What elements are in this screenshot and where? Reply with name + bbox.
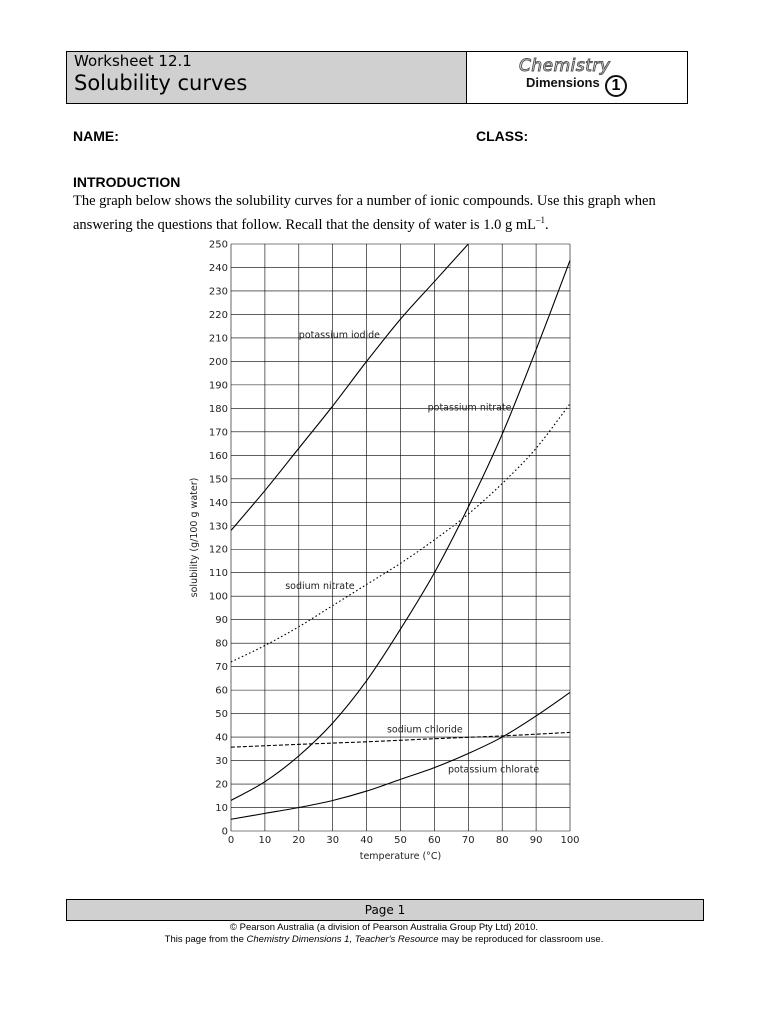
reproduction-line — [0, 934, 768, 945]
logo-line2: Dimensions — [526, 75, 600, 90]
x-tick-label: 0 — [227, 835, 235, 846]
x-tick-label: 50 — [394, 835, 407, 846]
chart-curve-labels — [285, 330, 539, 775]
chemistry-dimensions-logo — [519, 56, 637, 100]
copyright-line: © Pearson Australia (a division of Pearson Australia Group Pty Ltd) 2010. — [230, 922, 538, 933]
x-tick-label: 10 — [258, 835, 272, 846]
series-label-potassium-nitrate: potassium nitrate — [427, 402, 512, 414]
y-tick-label: 240 — [208, 262, 228, 274]
page-number: Page 1 — [364, 903, 406, 917]
y-tick-label: 200 — [208, 356, 228, 368]
repro-text-title: Chemistry Dimensions 1, Teacher's Resource — [246, 934, 439, 945]
worksheet-header — [66, 51, 688, 104]
solubility-chart — [180, 232, 590, 872]
repro-text-post: may be reproduced for classroom use. — [438, 934, 604, 945]
y-tick-label: 40 — [215, 732, 228, 744]
y-tick-label: 70 — [215, 662, 228, 674]
y-tick-label: 60 — [215, 685, 228, 697]
worksheet-title: Solubility curves — [74, 71, 248, 95]
x-tick-label: 70 — [461, 835, 475, 846]
series-label-potassium-chlorate: potassium chlorate — [447, 764, 540, 776]
class-label: CLASS: — [476, 128, 529, 144]
intro-heading: INTRODUCTION — [73, 174, 181, 190]
x-tick-label: 20 — [292, 835, 306, 846]
y-tick-label: 0 — [221, 826, 228, 838]
logo-line1: Chemistry — [519, 56, 611, 76]
x-tick-label: 90 — [529, 835, 543, 846]
y-tick-label: 30 — [215, 756, 228, 768]
y-tick-label: 180 — [208, 403, 228, 415]
y-tick-label: 20 — [215, 779, 228, 791]
series-label-sodium-nitrate: sodium nitrate — [285, 581, 355, 593]
logo-number-badge: 1 — [605, 75, 627, 97]
intro-text-superscript: –1 — [535, 215, 545, 225]
x-tick-label: 30 — [326, 835, 340, 846]
chart-grid — [231, 244, 570, 831]
y-axis-title: solubility (g/100 g water) — [189, 477, 200, 598]
y-tick-label: 110 — [208, 568, 228, 580]
y-tick-label: 10 — [215, 803, 228, 815]
y-tick-label: 220 — [208, 309, 228, 321]
y-tick-label: 90 — [215, 615, 228, 627]
page-footer-bar — [66, 899, 704, 921]
x-tick-label: 80 — [495, 835, 509, 846]
y-tick-label: 170 — [208, 427, 228, 439]
y-tick-label: 150 — [208, 474, 228, 486]
name-label: NAME: — [73, 128, 119, 144]
header-title-panel — [67, 52, 467, 103]
y-tick-label: 140 — [208, 497, 228, 509]
x-axis-title: temperature (°C) — [359, 851, 442, 862]
y-tick-label: 100 — [208, 591, 228, 603]
x-tick-label: 40 — [360, 835, 373, 846]
y-tick-label: 190 — [208, 380, 228, 392]
intro-text-main: The graph below shows the solubility curves for a number of ionic compounds. Use this graph when answering the questions that follow. Recall that the density of water is 1.0 g mL — [73, 193, 656, 233]
y-tick-label: 50 — [215, 709, 228, 721]
y-tick-label: 120 — [208, 544, 228, 556]
y-tick-label: 130 — [208, 521, 228, 533]
x-tick-label: 100 — [560, 835, 580, 846]
y-tick-label: 230 — [208, 286, 228, 298]
repro-text-pre: This page from the — [164, 934, 247, 945]
y-tick-label: 210 — [208, 333, 228, 345]
worksheet-number: Worksheet 12.1 — [74, 52, 192, 70]
header-logo-panel — [467, 52, 687, 103]
y-tick-label: 250 — [208, 239, 228, 251]
y-tick-label: 80 — [215, 638, 228, 650]
series-line-potassium-iodide — [231, 244, 468, 530]
intro-text-end: . — [544, 216, 549, 233]
chart-tick-labels — [209, 240, 580, 847]
y-tick-label: 160 — [208, 450, 228, 462]
series-label-potassium-iodide: potassium iodide — [298, 329, 381, 341]
x-tick-label: 60 — [428, 835, 441, 846]
intro-paragraph — [73, 192, 683, 235]
series-label-sodium-chloride: sodium chloride — [386, 724, 463, 736]
